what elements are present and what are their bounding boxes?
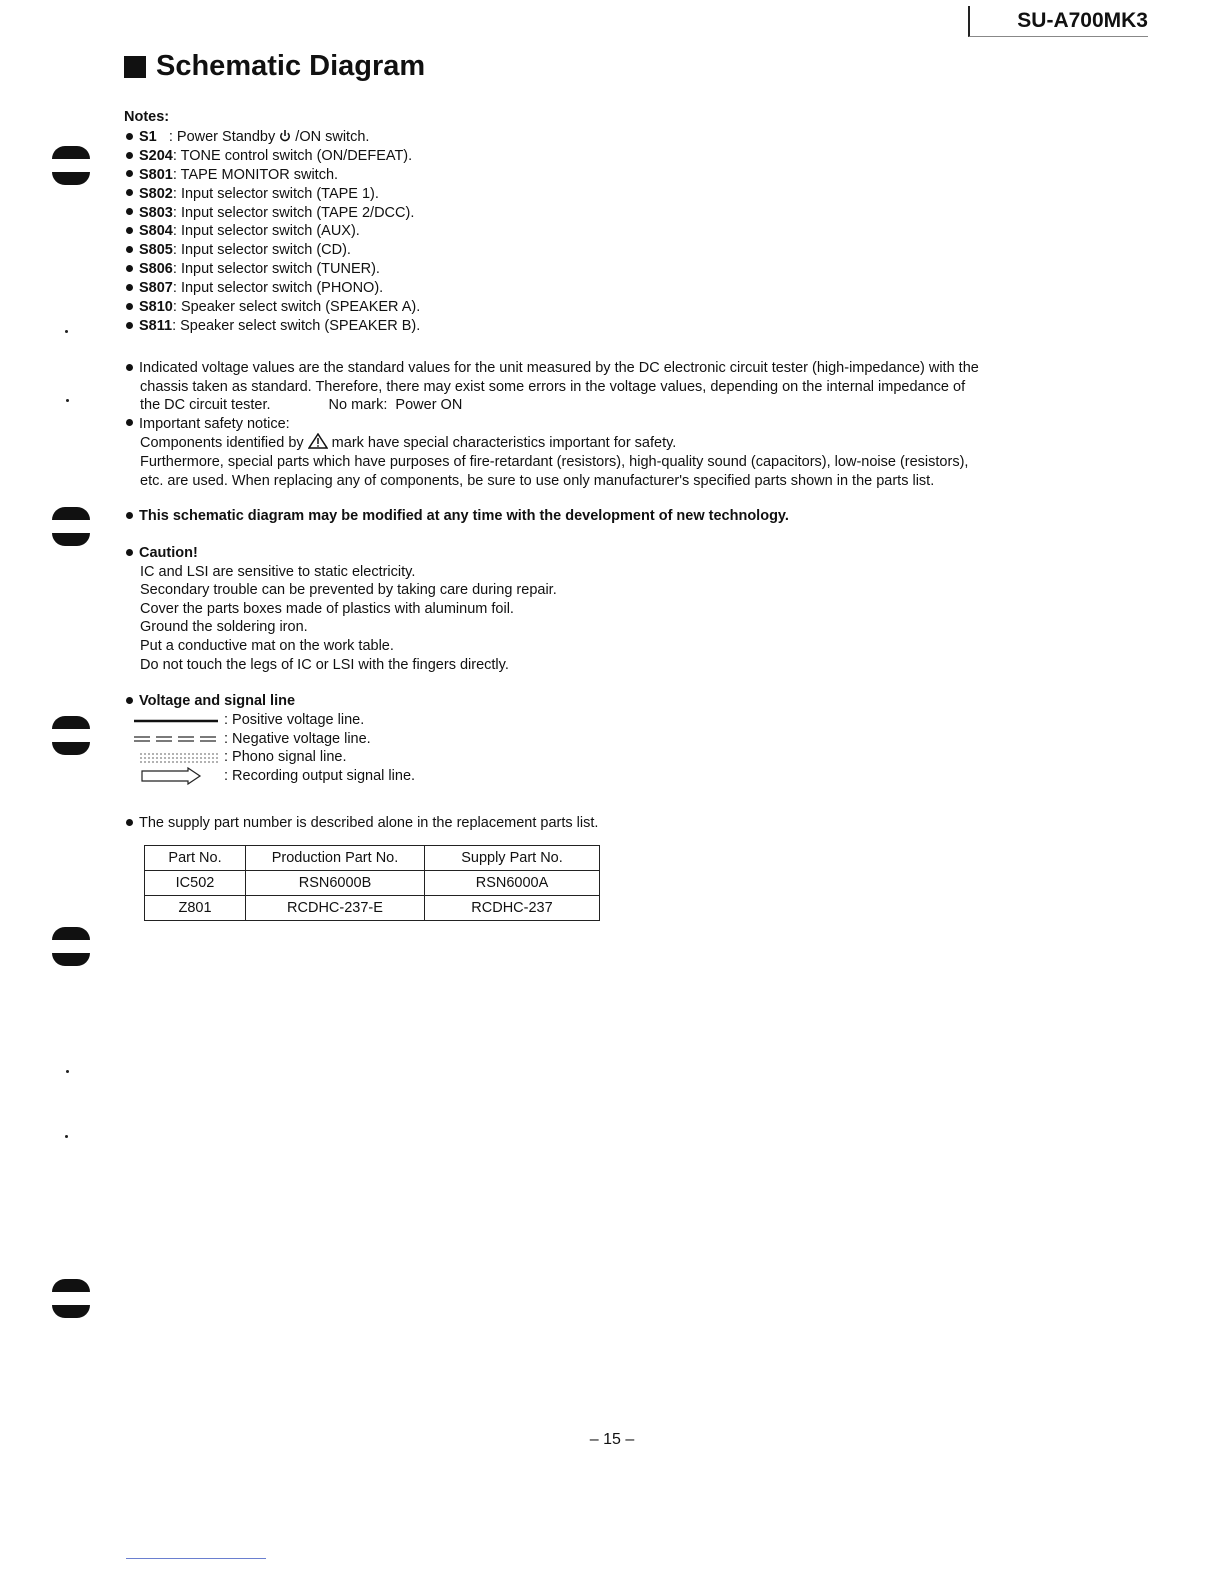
power-icon	[279, 129, 291, 143]
switch-desc: TAPE MONITOR switch.	[180, 166, 339, 183]
bullet-icon	[126, 303, 133, 310]
binder-mark	[52, 927, 90, 940]
switch-desc: Power Standby	[176, 129, 280, 145]
caution-line: Put a conductive mat on the work table.	[140, 637, 394, 654]
bullet-icon	[126, 322, 133, 329]
table-cell: IC502	[145, 871, 246, 896]
bullet-icon	[126, 170, 133, 177]
binder-mark	[52, 742, 90, 755]
caution-line: Secondary trouble can be prevented by taking care during repair.	[140, 582, 557, 599]
model-number: SU-A700MK3	[968, 6, 1148, 37]
switch-code: S804	[139, 223, 173, 240]
phono-line-icon	[132, 748, 224, 766]
switch-desc: TONE control switch (ON/DEFEAT).	[180, 147, 413, 164]
legend-label: : Positive voltage line.	[224, 712, 365, 729]
legend-label: : Negative voltage line.	[224, 730, 371, 747]
scan-speck	[66, 1070, 69, 1073]
list-item	[126, 204, 420, 223]
switch-code: S1	[139, 129, 157, 145]
bullet-icon	[126, 512, 133, 519]
bullet-icon	[126, 265, 133, 272]
page-number: – 15 –	[589, 1431, 635, 1448]
safety-heading: Important safety notice:	[139, 415, 290, 432]
bullet-icon	[126, 819, 133, 826]
switch-desc: Input selector switch (AUX).	[180, 223, 360, 240]
switch-desc: Speaker select switch (SPEAKER A).	[180, 299, 421, 316]
supply-note-text: The supply part number is described alone in the replacement parts list.	[139, 815, 599, 831]
binder-mark	[52, 716, 90, 729]
table-cell: RCDHC-237-E	[246, 896, 425, 921]
binder-mark	[52, 507, 90, 520]
bullet-icon	[126, 189, 133, 196]
notes-heading: Notes:	[124, 109, 170, 125]
scan-speck	[65, 1135, 68, 1138]
binder-mark	[52, 1305, 90, 1318]
switch-desc: Input selector switch (TUNER).	[180, 261, 380, 278]
legend-row	[132, 748, 415, 767]
switch-desc: /ON switch.	[291, 129, 370, 145]
separator: :	[172, 317, 181, 334]
bullet-icon	[126, 152, 133, 159]
voltage-note-line: Indicated voltage values are the standard values for the unit measured by the DC electronic circuit tester (high-impedance) with the	[139, 360, 979, 376]
scan-speck	[65, 330, 68, 333]
separator: :	[172, 223, 181, 240]
list-item	[126, 222, 420, 241]
switch-code: S803	[139, 204, 173, 221]
table-row	[145, 871, 600, 896]
switch-code: S810	[139, 299, 173, 316]
switch-desc: Input selector switch (TAPE 2/DCC).	[180, 204, 415, 221]
negative-line-icon	[132, 730, 224, 748]
switch-code: S805	[139, 242, 173, 259]
caution-line: Cover the parts boxes made of plastics with aluminum foil.	[140, 600, 514, 617]
caution-line: Do not touch the legs of IC or LSI with the fingers directly.	[140, 656, 509, 673]
modified-note	[126, 507, 789, 526]
separator: :	[172, 280, 181, 297]
separator: :	[172, 299, 181, 316]
separator: :	[172, 185, 181, 202]
caution-line: IC and LSI are sensitive to static electricity.	[140, 563, 416, 580]
modified-note-text: This schematic diagram may be modified at any time with the development of new technology.	[139, 508, 789, 524]
binder-mark	[52, 172, 90, 185]
list-item	[126, 298, 420, 317]
switch-code: S801	[139, 166, 173, 183]
scan-speck	[66, 399, 69, 402]
bullet-icon	[126, 549, 133, 556]
switch-code: S802	[139, 185, 173, 202]
list-item	[126, 260, 420, 279]
list-item	[126, 185, 420, 204]
binder-mark	[52, 533, 90, 546]
switch-code: S204	[139, 147, 173, 164]
binder-mark	[52, 953, 90, 966]
list-item	[126, 147, 420, 166]
caution-heading: Caution!	[139, 545, 198, 561]
footer-line	[126, 1558, 266, 1559]
safety-line: mark have special characteristics important for safety.	[327, 435, 677, 452]
safety-line: etc. are used. When replacing any of components, be sure to use only manufacturer's specified parts shown in the parts list.	[140, 472, 935, 489]
bullet-icon	[126, 246, 133, 253]
safety-line: Components identified by	[140, 435, 308, 452]
signal-heading-text: Voltage and signal line	[139, 693, 296, 709]
bullet-icon	[126, 419, 133, 426]
list-item	[126, 317, 420, 336]
table-cell: Z801	[145, 896, 246, 921]
no-mark-note: No mark: Power ON	[328, 397, 463, 414]
binder-mark	[52, 1279, 90, 1292]
separator: :	[172, 147, 181, 164]
separator: :	[172, 242, 181, 259]
separator: :	[172, 261, 181, 278]
table-header: Production Part No.	[246, 846, 425, 871]
parts-table	[144, 845, 600, 921]
binder-mark	[52, 146, 90, 159]
square-bullet-icon	[124, 56, 146, 78]
switch-code: S806	[139, 261, 173, 278]
supply-note	[126, 814, 598, 833]
warning-triangle-icon	[308, 433, 328, 449]
switch-desc: Input selector switch (PHONO).	[180, 280, 384, 297]
recording-arrow-icon	[132, 767, 224, 785]
bullet-icon	[126, 284, 133, 291]
table-header: Part No.	[145, 846, 246, 871]
bullet-icon	[126, 133, 133, 140]
separator: :	[172, 166, 181, 183]
table-cell: RSN6000B	[246, 871, 425, 896]
page-title-text: Schematic Diagram	[156, 50, 426, 82]
positive-line-icon	[132, 711, 224, 729]
table-row	[145, 896, 600, 921]
switch-desc: Input selector switch (TAPE 1).	[180, 185, 379, 202]
switch-desc: Speaker select switch (SPEAKER B).	[180, 317, 421, 334]
switch-list	[126, 128, 420, 336]
separator: :	[172, 204, 181, 221]
legend-row	[132, 711, 415, 730]
page-title	[124, 50, 425, 83]
table-header-row	[145, 846, 600, 871]
list-item	[126, 279, 420, 298]
table-header: Supply Part No.	[425, 846, 600, 871]
list-item	[126, 166, 420, 185]
list-item	[126, 128, 420, 147]
switch-desc: Input selector switch (CD).	[180, 242, 351, 259]
bullet-icon	[126, 227, 133, 234]
list-item	[126, 241, 420, 260]
bullet-icon	[126, 697, 133, 704]
table-cell: RSN6000A	[425, 871, 600, 896]
signal-heading	[126, 692, 295, 711]
legend-row	[132, 767, 415, 786]
voltage-note-line: the DC circuit tester.	[140, 397, 271, 414]
safety-line: Furthermore, special parts which have purposes of fire-retardant (resistors), high-quality sound (capacitors), low-noise (resistors),	[140, 453, 969, 470]
legend-label: : Recording output signal line.	[224, 767, 416, 784]
caution-section	[126, 544, 557, 674]
legend-row	[132, 730, 415, 749]
voltage-note-line: chassis taken as standard. Therefore, there may exist some errors in the voltage values, depending on the internal impedance of	[140, 378, 966, 395]
switch-code: S811	[139, 317, 173, 334]
caution-line: Ground the soldering iron.	[140, 619, 308, 636]
table-cell: RCDHC-237	[425, 896, 600, 921]
signal-legend	[132, 711, 415, 785]
switch-code: S807	[139, 280, 173, 297]
voltage-note	[126, 359, 979, 490]
bullet-icon	[126, 208, 133, 215]
bullet-icon	[126, 364, 133, 371]
legend-label: : Phono signal line.	[224, 749, 347, 766]
separator: :	[156, 129, 177, 145]
